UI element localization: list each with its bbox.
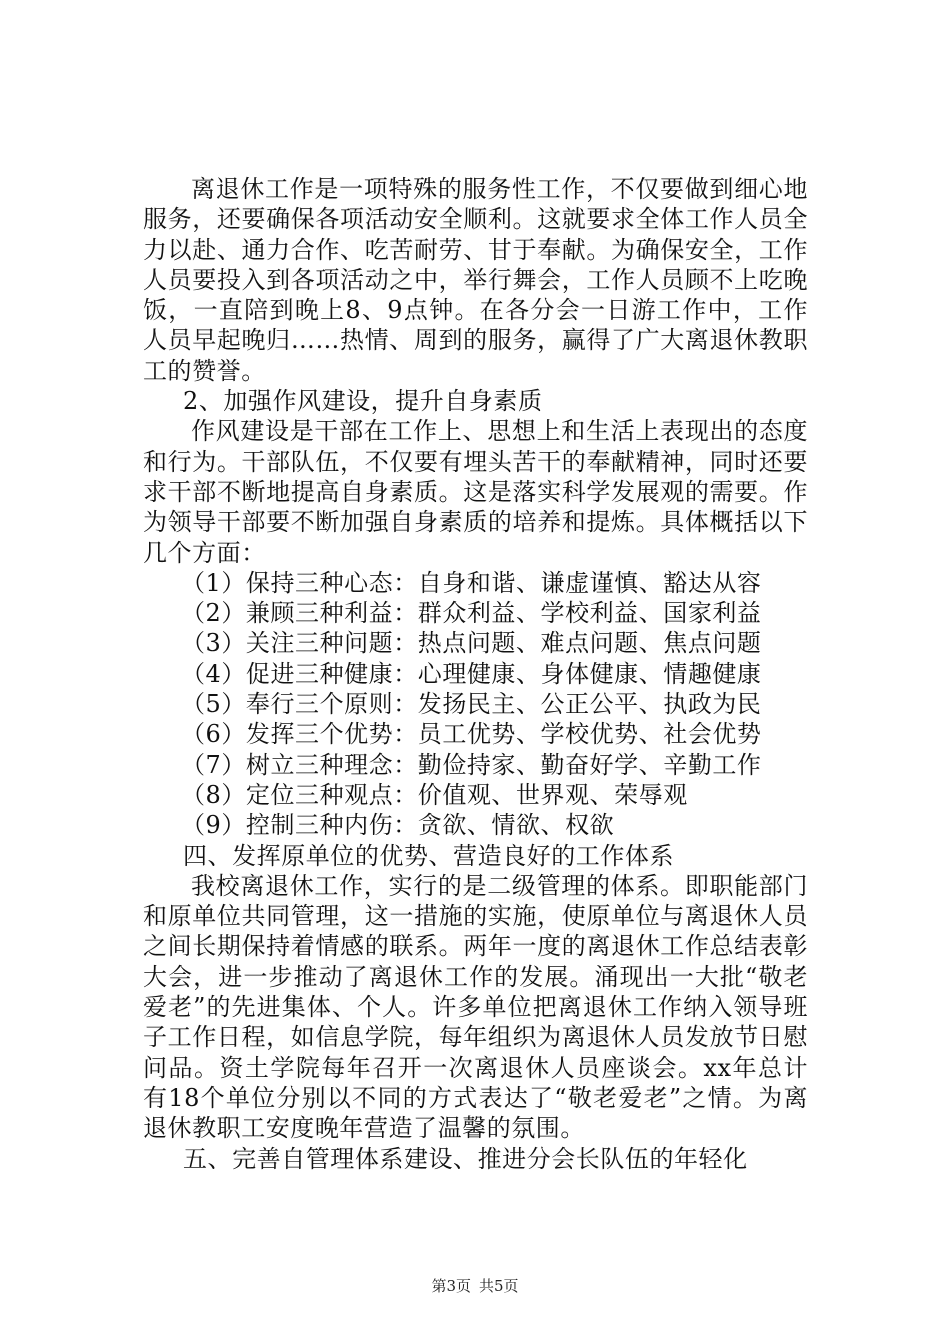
list-item: （2）兼顾三种利益：群众利益、学校利益、国家利益	[181, 599, 762, 628]
paragraph-work-style: 作风建设是干部在工作上、思想上和生活上表现出的态度和行为。干部队伍，不仅要有埋头苦干的奉献精神，同时还要求干部不断地提高自身素质。这是落实科学发展观的需要。作为领导干部要不断加强自身素质的培养和提炼。具体概括以下几个方面：	[143, 417, 808, 567]
list-item: （9）控制三种内伤：贪欲、情欲、权欲	[181, 811, 615, 840]
page-total: 共5页	[479, 1277, 519, 1295]
list-aspects	[143, 568, 808, 841]
paragraph-original-units: 我校离退休工作，实行的是二级管理的体系。即职能部门和原单位共同管理，这一措施的实施，使原单位与离退休人员之间长期保持着情感的联系。两年一度的离退休工作总结表彰大会，进一步推动了离退休工作的发展。涌现出一大批“敬老爱老”的先进集体、个人。许多单位把离退休工作纳入领导班子工作日程，如信息学院，每年组织为离退休人员发放节日慰问品。资土学院每年召开一次离退休人员座谈会。xx年总计有18个单位分别以不同的方式表达了“敬老爱老”之情。为离退休教职工安度晚年营造了温馨的氛围。	[143, 871, 808, 1143]
section-heading-2: 2、加强作风建设，提升自身素质	[183, 387, 543, 416]
section-heading-5: 五、完善自管理体系建设、推进分会长队伍的年轻化	[183, 1144, 748, 1173]
paragraph-intro: 离退休工作是一项特殊的服务性工作，不仅要做到细心地服务，还要确保各项活动安全顺利。这就要求全体工作人员全力以赴、通力合作、吃苦耐劳、甘于奉献。为确保安全，工作人员要投入到各项活动之中，举行舞会，工作人员顾不上吃晚饭，一直陪到晚上8、9点钟。在各分会一日游工作中，工作人员早起晚归……热情、周到的服务，赢得了广大离退休教职工的赞誉。	[143, 175, 808, 385]
document-body	[143, 174, 808, 1174]
page-footer	[0, 1276, 950, 1296]
page-number: 第3页	[431, 1277, 471, 1295]
list-item: （5）奉行三个原则：发扬民主、公正公平、执政为民	[181, 690, 762, 719]
list-item: （4）促进三种健康：心理健康、身体健康、情趣健康	[181, 659, 762, 688]
list-item: （8）定位三种观点：价值观、世界观、荣辱观	[181, 780, 688, 809]
list-item: （6）发挥三个优势：员工优势、学校优势、社会优势	[181, 720, 762, 749]
list-item: （7）树立三种理念：勤俭持家、勤奋好学、辛勤工作	[181, 750, 762, 779]
list-item: （1）保持三种心态：自身和谐、谦虚谨慎、豁达从容	[181, 568, 762, 597]
list-item: （3）关注三种问题：热点问题、难点问题、焦点问题	[181, 629, 762, 658]
section-heading-4: 四、发挥原单位的优势、营造良好的工作体系	[183, 841, 674, 870]
